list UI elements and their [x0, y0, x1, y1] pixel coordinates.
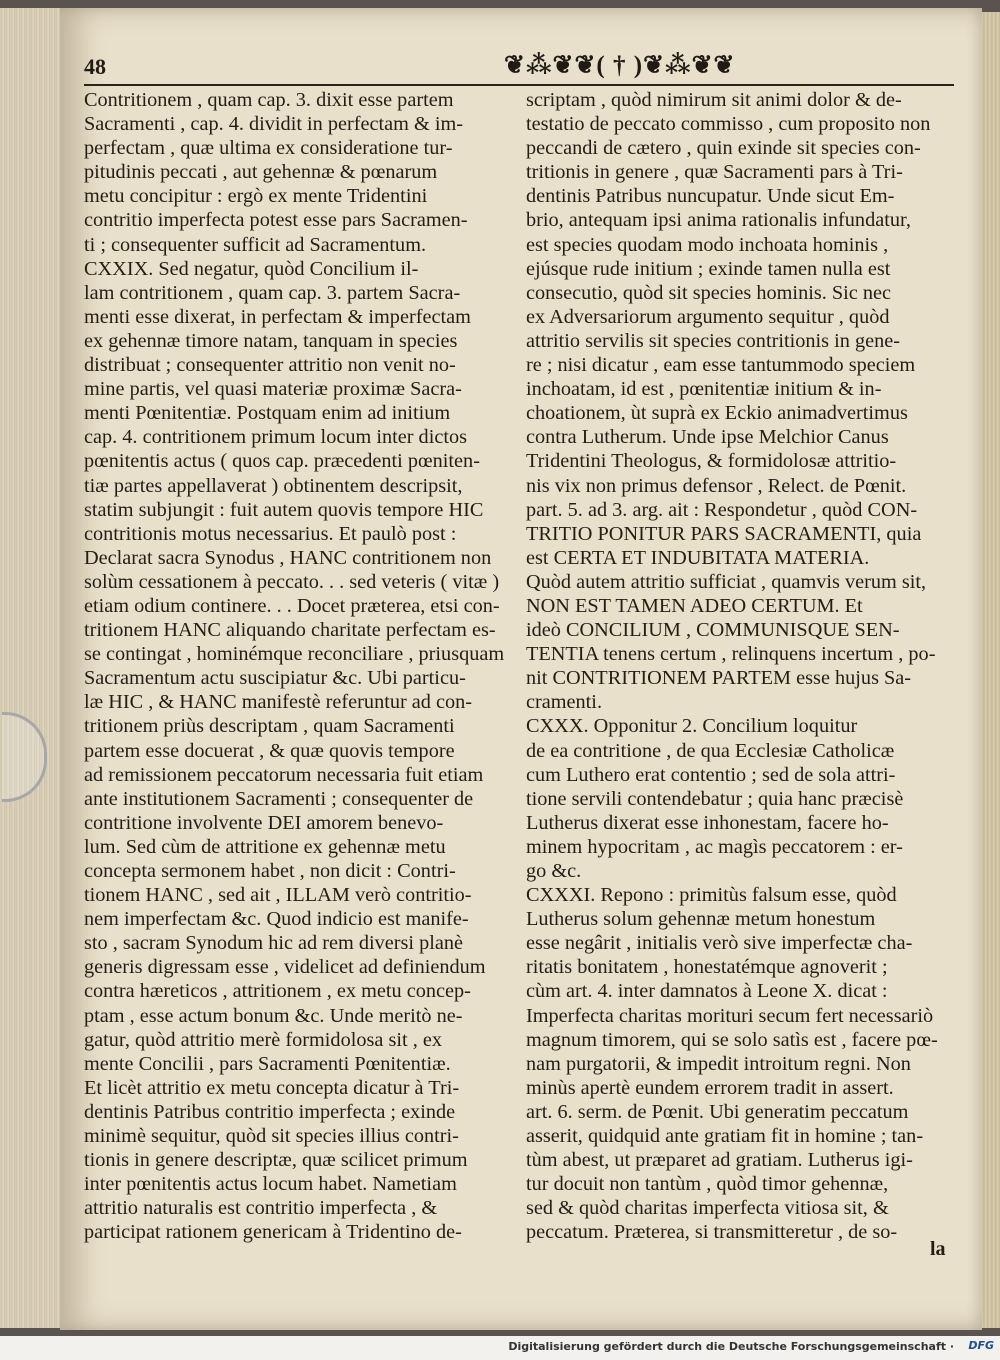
- text-line: CXXXI. Repono : primitùs falsum esse, quòd: [526, 884, 897, 907]
- text-line: ptam , esse actum bonum &c. Unde meritò ne-: [84, 1004, 463, 1027]
- text-line: pitudinis peccati , aut gehennæ & pœnarum: [84, 161, 438, 184]
- text-line: metu concipitur : ergò ex mente Tridentini: [84, 185, 428, 208]
- text-line: CXXX. Opponitur 2. Concilium loquitur: [526, 715, 858, 738]
- text-line: mente Concilii , pars Sacramenti Pœnitentiæ.: [84, 1052, 451, 1075]
- text-line: perfectam , quæ ultima ex consideratione tur-: [84, 137, 453, 160]
- text-line: esse negârit , initialis verò sive imperfectæ cha-: [526, 932, 913, 955]
- text-line: generis digressam esse , videlicet ad definiendum: [84, 956, 486, 979]
- text-line: dentinis Patribus contritio imperfecta ; exinde: [84, 1100, 456, 1123]
- text-line: ex gehennæ timore natam, tanquam in species: [84, 329, 458, 352]
- header-ornament: ❦⁂❦❦( † )❦⁂❦❦: [504, 52, 736, 79]
- text-line: Imperfecta charitas morituri secum fert necessariò: [526, 1004, 934, 1027]
- text-line: minùs apertè eundem errorem tradit in assert.: [526, 1076, 894, 1099]
- text-line: lum. Sed cùm de attritione ex gehennæ metu: [84, 835, 446, 858]
- text-line: asserit, quidquid ante gratiam fit in homine ; tan-: [526, 1125, 924, 1148]
- text-line: testatio de peccato commisso , cum proposito non: [526, 113, 931, 136]
- text-line: inter pœnitentis actus locum habet. Nametiam: [84, 1173, 457, 1196]
- page-number: 48: [84, 54, 106, 79]
- text-line: est CERTA ET INDUBITATA MATERIA.: [526, 546, 870, 569]
- text-line: nam purgatorii, & impedit introitum regni. Non: [526, 1052, 911, 1075]
- text-line: attritio naturalis est contritio imperfecta , &: [84, 1197, 438, 1220]
- text-line: se contingat , hominémque reconciliare , priusquam: [84, 643, 505, 666]
- text-line: menti Pœnitentiæ. Postquam enim ad initium: [84, 402, 451, 425]
- catchword: la: [930, 1238, 946, 1260]
- text-line: mine partis, vel quasi materiæ proximæ Sacra-: [84, 378, 462, 401]
- text-line: est species quodam modo inchoata hominis ,: [526, 233, 889, 256]
- text-line: concepta sermonem habet , non dicit : Contri-: [84, 860, 456, 882]
- text-line: nit CONTRITIONEM PARTEM esse hujus Sa-: [526, 667, 912, 690]
- footer-bar: [0, 1336, 1000, 1360]
- text-line: tritionem priùs descriptam , quam Sacramenti: [84, 715, 455, 738]
- text-line: magnum timorem, qui se solo satìs est , facere pœ-: [526, 1028, 938, 1051]
- text-line: ritatis bonitatem , honestatémque agnoverit ;: [526, 956, 888, 979]
- text-line: de ea contritione , de qua Ecclesiæ Catholicæ: [526, 739, 895, 762]
- text-line: tritionis in genere , quæ Sacramenti pars à Tri-: [526, 161, 903, 184]
- text-line: peccandi de cætero , quin exinde sit species con-: [526, 137, 921, 160]
- text-line: NON EST TAMEN ADEO CERTUM. Et: [526, 594, 863, 617]
- text-line: menti esse dixerat, in perfectam & imperfectam: [84, 305, 471, 328]
- text-line: art. 6. serm. de Pœnit. Ubi generatim peccatum: [526, 1100, 909, 1123]
- text-line: Lutherus solum gehennæ metum honestum: [526, 908, 876, 931]
- text-line: nis vix non primus defensor , Relect. de Pœnit.: [526, 474, 907, 497]
- text-line: TENTIA tenens certum , relinquens incertum , po-: [526, 643, 936, 666]
- text-line: ad remissionem peccatorum necessaria fuit etiam: [84, 763, 484, 786]
- text-line: cùm art. 4. inter damnatos à Leone X. dicat :: [526, 980, 888, 1003]
- text-line: tione servili contendebatur ; quia hanc præcisè: [526, 787, 904, 810]
- text-line: sed & quòd charitas imperfecta vitiosa sit, &: [526, 1197, 889, 1220]
- text-line: peccatum. Præterea, si transmitteretur , de so-: [526, 1221, 898, 1244]
- text-line: tùm abest, ut præparet ad gratiam. Lutherus igi-: [526, 1149, 913, 1172]
- text-line: ti ; consequenter sufficit ad Sacramentum.: [84, 233, 427, 256]
- text-line: tur docuit non tantùm , quòd timor gehennæ,: [526, 1173, 889, 1196]
- text-line: statim subjungit : fuit autem quovis tempore HIC: [84, 498, 484, 521]
- text-line: tiæ partes appellaverat ) obtinentem descripsit,: [84, 474, 463, 497]
- text-line: tionis in genere descriptæ, quæ scilicet primum: [84, 1149, 468, 1172]
- text-line: sto , sacram Synodum hic ad rem diversi planè: [84, 932, 464, 955]
- text-line: contritionis motus necessarius. Et paulò post :: [84, 522, 457, 545]
- text-line: ejúsque rude initium ; exinde tamen nulla est: [526, 257, 891, 280]
- text-line: gatur, quòd attritio merè formidolosa sit , ex: [84, 1028, 442, 1051]
- text-line: Contritionem , quam cap. 3. dixit esse partem: [84, 89, 454, 111]
- text-line: cum Luthero erat contentio ; sed de sola attri-: [526, 763, 896, 786]
- text-line: ante institutionem Sacramenti ; consequenter de: [84, 787, 474, 810]
- left-column: [84, 88, 516, 1245]
- text-line: re ; nisi dicatur , eam esse tantummodo speciem: [526, 354, 916, 377]
- text-line: Quòd autem attritio sufficiat , quamvis verum sit,: [526, 570, 927, 593]
- text-line: contra hæreticos , attritionem , ex metu concep-: [84, 980, 471, 1003]
- text-line: Et licèt attritio ex metu concepta dicatur à Tri-: [84, 1076, 460, 1099]
- text-line: contritione involvente DEI amorem benevo-: [84, 811, 444, 834]
- text-line: Sacramenti , cap. 4. dividit in perfectam & im-: [84, 113, 464, 136]
- text-line: cap. 4. contritionem primum locum inter dictos: [84, 426, 468, 449]
- left-page-edges: [0, 8, 62, 1328]
- text-line: contra Lutherum. Unde ipse Melchior Canus: [526, 426, 889, 449]
- text-line: part. 5. ad 3. arg. ait : Respondetur , quòd CON-: [526, 498, 918, 521]
- text-line: scriptam , quòd nimirum sit animi dolor & de-: [526, 89, 902, 111]
- text-line: tionem HANC , sed ait , ILLAM verò contritio-: [84, 884, 472, 907]
- right-page-edges: [982, 12, 1000, 1328]
- text-line: CXXIX. Sed negatur, quòd Concilium il-: [84, 257, 419, 280]
- dfg-logo: DFG: [968, 1339, 994, 1352]
- text-line: nem imperfectam &c. Quod indicio est manife-: [84, 908, 469, 931]
- text-line: participat rationem genericam à Tridentino de-: [84, 1221, 462, 1244]
- text-line: solùm cessationem à peccato. . . sed veteris ( vitæ ): [84, 570, 500, 593]
- text-line: partem esse docuerat , & quæ quovis tempore: [84, 739, 455, 762]
- text-line: attritio servilis sit species contritionis in gene-: [526, 329, 901, 352]
- text-line: ex Adversariorum argumento sequitur , quòd: [526, 305, 890, 328]
- text-line: pœnitentis actus ( quos cap. præcedenti pœniten-: [84, 450, 480, 473]
- text-line: ideò CONCILIUM , COMMUNISQUE SEN-: [526, 619, 900, 642]
- funding-credit: Digitalisierung gefördert durch die Deutsche Forschungsgemeinschaft ·: [508, 1340, 954, 1353]
- right-column: [526, 88, 958, 1245]
- text-line: brio, antequam ipsi anima rationalis infundatur,: [526, 209, 911, 232]
- page-header: [84, 50, 954, 86]
- text-line: cramenti.: [526, 691, 603, 714]
- text-line: distribuat ; consequenter attritio non venit no-: [84, 354, 456, 377]
- text-line: TRITIO PONITUR PARS SACRAMENTI, quia: [526, 522, 922, 545]
- text-line: læ HIC , & HANC manifestè referuntur ad con-: [84, 691, 473, 714]
- text-line: dentinis Patribus nuncupatur. Unde sicut Em-: [526, 185, 895, 208]
- text-line: Declarat sacra Synodus , HANC contritionem non: [84, 546, 492, 569]
- text-line: Sacramentum actu suscipiatur &c. Ubi particu-: [84, 667, 466, 690]
- text-line: choationem, ùt suprà ex Eckio animadvertimus: [526, 402, 908, 425]
- text-line: minimè sequitur, quòd sit species illius contri-: [84, 1125, 459, 1148]
- text-line: Lutherus dixerat esse inhonestam, facere ho-: [526, 811, 889, 834]
- text-line: etiam odium continere. . . Docet præterea, etsi con-: [84, 594, 500, 617]
- text-line: go &c.: [526, 860, 582, 882]
- text-line: lam contritionem , quam cap. 3. partem Sacra-: [84, 281, 461, 304]
- text-line: Tridentini Theologus, & formidolosæ attritio-: [526, 450, 897, 473]
- text-line: consecutio, quòd sit species hominis. Sic nec: [526, 281, 892, 304]
- text-line: inchoatam, id est , pœnitentiæ initium & in-: [526, 378, 882, 401]
- text-line: minem hypocritam , ac magìs peccatorem : er-: [526, 835, 903, 858]
- text-line: tritionem HANC aliquando charitate perfectam es-: [84, 619, 496, 642]
- text-line: contritio imperfecta potest esse pars Sacramen-: [84, 209, 468, 232]
